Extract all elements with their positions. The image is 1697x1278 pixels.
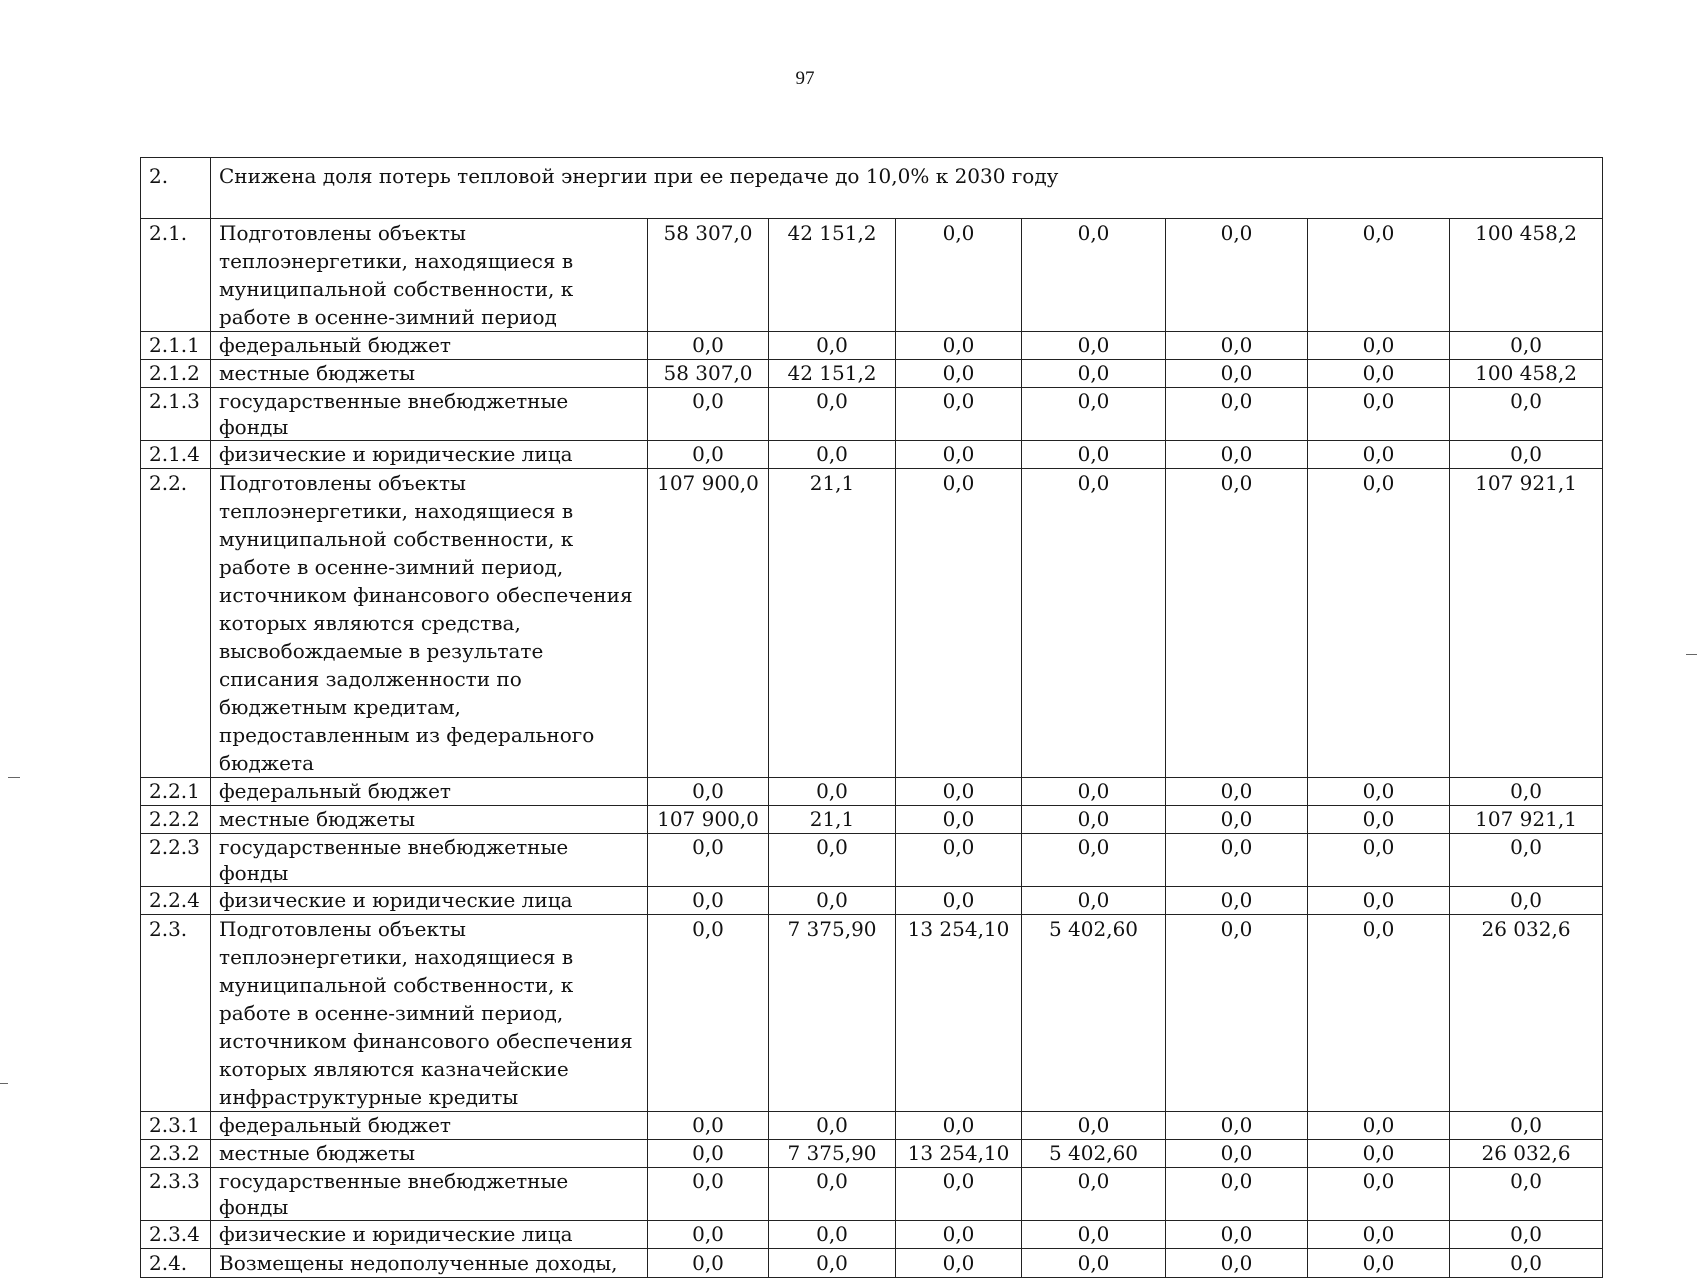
value-cell: 0,0	[648, 441, 769, 469]
value-cell: 0,0	[1450, 1221, 1603, 1249]
value-cell: 0,0	[896, 1249, 1022, 1278]
value-cell: 0,0	[896, 778, 1022, 806]
value-cell: 0,0	[1166, 1168, 1308, 1221]
row-number: 2.1.	[141, 219, 211, 332]
value-cell: 0,0	[1022, 1249, 1166, 1278]
value-cell: 0,0	[769, 1249, 896, 1278]
value-cell: 0,0	[1450, 332, 1603, 360]
value-cell: 0,0	[1166, 219, 1308, 332]
value-cell: 0,0	[1166, 1112, 1308, 1140]
row-description: местные бюджеты	[211, 360, 648, 388]
row-description: Подготовлены объекты теплоэнергетики, находящиеся в муниципальной собственности, к работе в осенне-зимний период, источником финансового обеспечения которых являются казначейские инфраструктурные кредиты	[211, 915, 648, 1112]
row-description: федеральный бюджет	[211, 1112, 648, 1140]
page-number: 97	[795, 68, 815, 89]
value-cell: 0,0	[648, 1249, 769, 1278]
value-cell: 0,0	[648, 834, 769, 887]
value-cell: 0,0	[896, 469, 1022, 778]
funding-table	[140, 157, 1603, 1278]
value-cell: 0,0	[1308, 778, 1450, 806]
row-number: 2.3.2	[141, 1140, 211, 1168]
table-subrow	[141, 388, 1603, 441]
row-number: 2.1.4	[141, 441, 211, 469]
value-cell: 0,0	[1166, 1140, 1308, 1168]
row-description: Возмещены недополученные доходы,	[211, 1249, 648, 1278]
value-cell: 0,0	[1022, 778, 1166, 806]
table-row	[141, 219, 1603, 332]
value-cell: 0,0	[1166, 1221, 1308, 1249]
value-cell: 0,0	[769, 1168, 896, 1221]
row-number: 2.4.	[141, 1249, 211, 1278]
value-cell: 0,0	[1308, 834, 1450, 887]
value-cell: 0,0	[1308, 915, 1450, 1112]
table-subrow	[141, 834, 1603, 887]
row-number: 2.2.1	[141, 778, 211, 806]
value-cell: 0,0	[648, 778, 769, 806]
margin-mark-right	[1686, 654, 1697, 655]
value-cell: 0,0	[1022, 834, 1166, 887]
value-cell: 0,0	[1450, 1168, 1603, 1221]
value-cell: 0,0	[1022, 1168, 1166, 1221]
table-subrow	[141, 1168, 1603, 1221]
value-cell: 0,0	[1022, 388, 1166, 441]
value-cell: 42 151,2	[769, 360, 896, 388]
value-cell: 0,0	[896, 1112, 1022, 1140]
row-description: федеральный бюджет	[211, 778, 648, 806]
value-cell: 0,0	[769, 887, 896, 915]
value-cell: 107 921,1	[1450, 806, 1603, 834]
value-cell: 107 921,1	[1450, 469, 1603, 778]
value-cell: 0,0	[896, 1221, 1022, 1249]
value-cell: 0,0	[648, 1112, 769, 1140]
value-cell: 0,0	[1450, 887, 1603, 915]
value-cell: 0,0	[648, 1168, 769, 1221]
row-number: 2.3.1	[141, 1112, 211, 1140]
margin-mark-left-lower	[0, 1083, 8, 1084]
value-cell: 0,0	[1166, 834, 1308, 887]
row-description: местные бюджеты	[211, 1140, 648, 1168]
value-cell: 107 900,0	[648, 469, 769, 778]
row-number: 2.1.3	[141, 388, 211, 441]
value-cell: 0,0	[1450, 388, 1603, 441]
row-description: физические и юридические лица	[211, 1221, 648, 1249]
row-number: 2.2.4	[141, 887, 211, 915]
row-description: местные бюджеты	[211, 806, 648, 834]
value-cell: 21,1	[769, 469, 896, 778]
value-cell: 13 254,10	[896, 1140, 1022, 1168]
table-subrow	[141, 441, 1603, 469]
value-cell: 0,0	[648, 915, 769, 1112]
value-cell: 0,0	[1022, 219, 1166, 332]
value-cell: 0,0	[1450, 1112, 1603, 1140]
row-number: 2.3.3	[141, 1168, 211, 1221]
table-subrow	[141, 887, 1603, 915]
value-cell: 21,1	[769, 806, 896, 834]
table-subrow	[141, 1140, 1603, 1168]
value-cell: 0,0	[648, 388, 769, 441]
value-cell: 0,0	[896, 1168, 1022, 1221]
row-description: Подготовлены объекты теплоэнергетики, находящиеся в муниципальной собственности, к работе в осенне-зимний период	[211, 219, 648, 332]
value-cell: 0,0	[896, 441, 1022, 469]
row-description: физические и юридические лица	[211, 887, 648, 915]
table-subrow	[141, 360, 1603, 388]
value-cell: 0,0	[896, 360, 1022, 388]
value-cell: 0,0	[1308, 1221, 1450, 1249]
value-cell: 0,0	[1450, 834, 1603, 887]
value-cell: 0,0	[1022, 360, 1166, 388]
value-cell: 0,0	[769, 388, 896, 441]
row-description: Подготовлены объекты теплоэнергетики, находящиеся в муниципальной собственности, к работе в осенне-зимний период, источником финансового обеспечения которых являются средства, высвобождаемые в результате списания задолженности по бюджетным кредитам, предоставленным из федерального бюджета	[211, 469, 648, 778]
value-cell: 26 032,6	[1450, 1140, 1603, 1168]
value-cell: 0,0	[1166, 887, 1308, 915]
value-cell: 0,0	[1022, 887, 1166, 915]
value-cell: 0,0	[1022, 469, 1166, 778]
value-cell: 0,0	[769, 441, 896, 469]
value-cell: 0,0	[648, 1140, 769, 1168]
value-cell: 58 307,0	[648, 360, 769, 388]
value-cell: 0,0	[1022, 806, 1166, 834]
value-cell: 0,0	[648, 887, 769, 915]
value-cell: 0,0	[1308, 441, 1450, 469]
row-number: 2.2.2	[141, 806, 211, 834]
value-cell: 0,0	[648, 1221, 769, 1249]
table-subrow	[141, 1221, 1603, 1249]
section-row	[141, 158, 1603, 219]
value-cell: 0,0	[1166, 1249, 1308, 1278]
value-cell: 0,0	[1166, 806, 1308, 834]
value-cell: 0,0	[769, 1221, 896, 1249]
row-number: 2.2.3	[141, 834, 211, 887]
row-description: федеральный бюджет	[211, 332, 648, 360]
value-cell: 0,0	[1166, 915, 1308, 1112]
value-cell: 0,0	[896, 219, 1022, 332]
value-cell: 26 032,6	[1450, 915, 1603, 1112]
value-cell: 100 458,2	[1450, 219, 1603, 332]
value-cell: 7 375,90	[769, 1140, 896, 1168]
value-cell: 0,0	[1450, 1249, 1603, 1278]
row-number: 2.2.	[141, 469, 211, 778]
value-cell: 0,0	[1166, 332, 1308, 360]
value-cell: 0,0	[648, 332, 769, 360]
value-cell: 0,0	[896, 887, 1022, 915]
table-row	[141, 1249, 1603, 1278]
value-cell: 0,0	[896, 332, 1022, 360]
row-description: государственные внебюджетные фонды	[211, 388, 648, 441]
value-cell: 0,0	[1308, 1249, 1450, 1278]
value-cell: 0,0	[1308, 332, 1450, 360]
value-cell: 5 402,60	[1022, 915, 1166, 1112]
row-number: 2.1.1	[141, 332, 211, 360]
row-number: 2.3.4	[141, 1221, 211, 1249]
table-row	[141, 915, 1603, 1112]
value-cell: 0,0	[1022, 1112, 1166, 1140]
row-number: 2.3.	[141, 915, 211, 1112]
table-subrow	[141, 332, 1603, 360]
section-title: Снижена доля потерь тепловой энергии при ее передаче до 10,0% к 2030 году	[211, 158, 1603, 219]
value-cell: 107 900,0	[648, 806, 769, 834]
value-cell: 100 458,2	[1450, 360, 1603, 388]
value-cell: 0,0	[769, 834, 896, 887]
value-cell: 0,0	[1166, 388, 1308, 441]
value-cell: 0,0	[769, 778, 896, 806]
value-cell: 0,0	[896, 834, 1022, 887]
value-cell: 58 307,0	[648, 219, 769, 332]
value-cell: 0,0	[896, 388, 1022, 441]
value-cell: 42 151,2	[769, 219, 896, 332]
row-description: физические и юридические лица	[211, 441, 648, 469]
table-subrow	[141, 806, 1603, 834]
value-cell: 0,0	[896, 806, 1022, 834]
table-row	[141, 469, 1603, 778]
value-cell: 7 375,90	[769, 915, 896, 1112]
value-cell: 0,0	[1022, 441, 1166, 469]
value-cell: 0,0	[1166, 469, 1308, 778]
value-cell: 0,0	[1308, 887, 1450, 915]
table-subrow	[141, 1112, 1603, 1140]
value-cell: 0,0	[769, 332, 896, 360]
value-cell: 0,0	[1308, 806, 1450, 834]
value-cell: 0,0	[1308, 219, 1450, 332]
value-cell: 0,0	[1308, 1168, 1450, 1221]
value-cell: 0,0	[1450, 778, 1603, 806]
section-number: 2.	[141, 158, 211, 219]
value-cell: 0,0	[1166, 778, 1308, 806]
value-cell: 0,0	[1308, 1140, 1450, 1168]
value-cell: 5 402,60	[1022, 1140, 1166, 1168]
row-description: государственные внебюджетные фонды	[211, 834, 648, 887]
value-cell: 0,0	[1022, 332, 1166, 360]
row-description: государственные внебюджетные фонды	[211, 1168, 648, 1221]
value-cell: 0,0	[1308, 360, 1450, 388]
value-cell: 0,0	[1450, 441, 1603, 469]
value-cell: 0,0	[1166, 441, 1308, 469]
margin-mark-left	[8, 777, 20, 778]
value-cell: 0,0	[1308, 469, 1450, 778]
table-body	[141, 158, 1603, 1278]
value-cell: 0,0	[1308, 388, 1450, 441]
value-cell: 0,0	[1308, 1112, 1450, 1140]
value-cell: 0,0	[1022, 1221, 1166, 1249]
table-subrow	[141, 778, 1603, 806]
value-cell: 0,0	[769, 1112, 896, 1140]
row-number: 2.1.2	[141, 360, 211, 388]
value-cell: 13 254,10	[896, 915, 1022, 1112]
value-cell: 0,0	[1166, 360, 1308, 388]
